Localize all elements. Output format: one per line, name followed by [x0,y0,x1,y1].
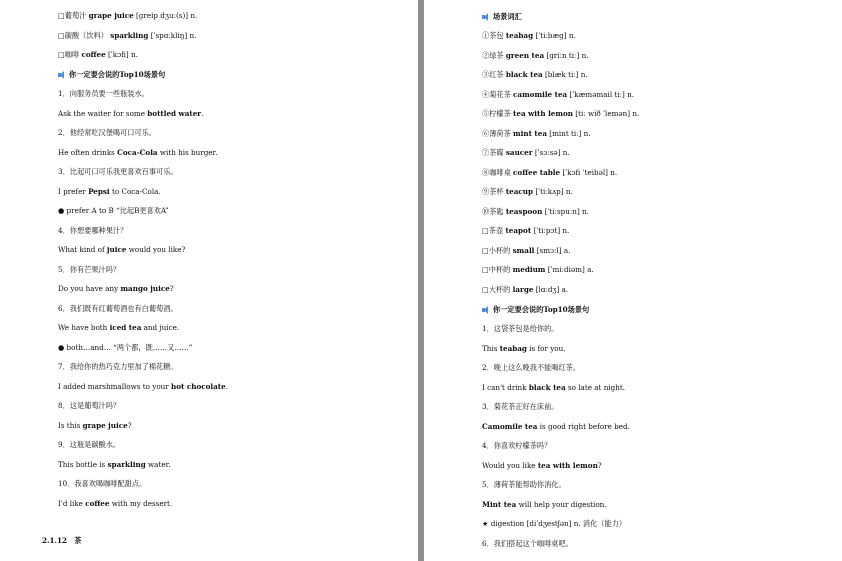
line-text: [mint tiː] n. [546,128,591,138]
line-text: □大杯的 [482,284,513,294]
line-text: □碳酸（饮料） [58,30,111,40]
speaker-icon [58,71,67,79]
bold-term: Mint tea [482,499,517,509]
sentence-line [58,89,149,99]
line-text: ①茶包 [482,31,506,40]
line-text: 5．你有芒果汁吗？ [58,264,121,274]
line-text: I can't drink [482,382,529,392]
sentence-line [482,539,573,549]
vocab-item [482,187,573,197]
line-text: [ˈkɔfi] n. [105,50,138,59]
bold-term: saucer [505,148,533,157]
sentence-line [58,479,146,489]
line-text: Ask the waiter for some [58,108,148,118]
line-text: to Coca-Cola. [109,186,161,196]
sentence-line [58,245,185,255]
line-text: ● prefer A to B “比起B更喜欢A” [58,206,169,215]
bold-term: sparkling [110,30,149,40]
bold-term: sparkling [107,459,146,469]
line-text: with my dessert. [109,498,173,508]
line-text: ⑩茶匙 [482,206,506,216]
bold-term: grape juice [82,420,128,430]
sentence-line [58,187,161,197]
speaker-icon [482,306,491,314]
bold-term: small [512,245,535,255]
bold-term: teacup [505,187,534,196]
line-text: . [225,381,228,391]
line-text: Is this [58,420,83,430]
line-text: This [482,343,500,353]
line-text: 6．我们既有红葡萄酒也有白葡萄酒。 [58,303,178,313]
sentence-line [482,324,558,334]
bold-term: Pepsi [88,186,110,196]
sentence-line [58,128,156,138]
line-text: [blæk tiː] n. [542,70,588,79]
line-text: He often drinks [58,147,118,157]
speaker-icon [482,13,491,21]
line-text: 3．菊花茶正好在床前。 [482,402,559,411]
line-text: ⑤柠檬茶 [482,109,514,118]
line-text: [ˈtiːpɔt] n. [531,226,570,235]
line-text: 8．这是葡萄汁吗？ [58,401,121,410]
section-heading [58,70,165,80]
bold-term: coffee table [513,167,561,177]
vocab-item [482,90,634,100]
line-text: What kind of [58,245,107,254]
bold-term: medium [512,265,546,274]
line-text: is for you. [526,343,566,353]
line-text: [ˈtiːspuːn] n. [542,206,589,216]
sentence-line [58,421,132,431]
bold-term: coffee [85,498,110,508]
line-text: ④菊花茶 [482,89,514,99]
line-text: ? [597,460,602,470]
sentence-line [482,500,607,510]
sentence-line [58,440,120,450]
line-text: ⑧咖啡桌 [482,167,514,177]
sentence-line [482,461,602,471]
line-text: □茶壶 [482,226,506,235]
bold-term: grape juice [88,11,134,20]
sentence-line [482,441,551,451]
line-text: ? [169,284,174,293]
line-text: Would you like [482,460,538,470]
line-text: 4．你想要哪种果汁？ [58,225,128,235]
right-page [424,0,842,561]
bold-term: bottled water [147,108,202,118]
line-text: [ˈtiːkʌp] n. [533,187,573,196]
sentence-line [58,304,178,314]
bold-term: Coca-Cola [117,147,158,157]
vocab-item [482,265,594,275]
line-text: [ɡreip dʒuː(s)] n. [133,11,198,20]
bold-term: tea with lemon [513,109,573,118]
line-text: 5．薄荷茶能帮助你消化。 [482,480,566,489]
line-text: and juice. [141,323,180,332]
line-text: Do you have any [58,284,121,293]
vocab-item [58,11,197,21]
line-text: □小杯的 [482,245,513,255]
line-text: [smɔːl] a. [534,245,571,255]
sentence-line [58,401,120,411]
footer-text: 2.1.12 茶 [42,536,82,545]
bold-term: tea with lemon [537,460,598,470]
vocab-item [482,129,591,139]
line-text: [ˈkɔfi ˈteibəl] n. [560,167,618,177]
vocab-item [482,31,576,41]
line-text: will help your digestion. [516,499,607,509]
heading-text: 你一定要会说的Top10场景句 [69,70,166,79]
section-heading [482,305,589,315]
line-text: 1．这袋茶包是给你的。 [482,324,559,333]
vocab-item [482,285,568,295]
sentence-line [482,344,566,354]
sentence-line [58,323,179,333]
line-text: [ˈsɔːsə] n. [532,148,570,157]
line-text: 1．向服务员要一些瓶装水。 [58,89,149,98]
sentence-line [482,402,558,412]
sentence-line [58,206,169,216]
line-text: ● both…and… “两个都，既……又……” [58,342,193,352]
vocab-item [58,31,196,41]
line-text: [ˈkæməmail tiː] n. [567,89,635,99]
sentence-line [58,499,172,509]
line-text: is good right before bed. [537,421,630,431]
vocab-item [482,51,588,61]
line-text: ⑥薄荷茶 [482,128,514,138]
bold-term: coffee [81,50,106,59]
sentence-line [58,148,217,158]
line-text: [ˈspɑːkliŋ] n. [148,30,197,40]
sentence-line [482,519,626,529]
sentence-line [58,382,228,392]
vocab-item [482,109,639,119]
line-text: so late at night. [565,382,626,392]
bold-term: large [512,284,534,294]
bold-term: Camomile tea [482,421,538,431]
vocab-heading [482,12,522,22]
bold-term: mint tea [513,128,547,138]
sentence-line [482,383,625,393]
vocab-item [482,70,588,80]
line-text: □中杯的 [482,265,513,274]
line-text: [ɡriːn tiː] n. [544,50,589,60]
sentence-line [482,480,566,490]
sentence-line [58,460,171,470]
vocab-item [482,226,569,236]
line-text: 2．他经常吃汉堡喝可口可乐。 [58,128,157,137]
bold-term: juice [106,245,127,254]
bold-term: teaspoon [505,206,543,216]
sentence-line [58,343,192,353]
bold-term: green tea [505,50,545,60]
line-text: ③红茶 [482,70,506,79]
sentence-line [58,167,178,177]
bold-term: iced tea [109,323,142,332]
line-text: 6．我们搭起这个咖啡桌吧。 [482,538,573,548]
line-text: I prefer [58,186,89,196]
line-text: ★ digestion [diˈdʒestʃən] n. 消化（能力） [482,519,627,528]
line-text: with his burger. [157,147,218,157]
heading-text: 场景词汇 [493,12,522,21]
line-text: ②绿茶 [482,50,506,60]
line-text: 4．你喜欢柠檬茶吗？ [482,441,552,450]
page-footer [42,536,81,546]
line-text: ⑦茶碟 [482,148,506,157]
sentence-line [58,362,178,372]
line-text: I'd like [58,498,86,508]
bold-term: mango juice [120,284,170,293]
bold-term: camomile tea [513,89,568,99]
line-text: [lɑːdʒ] a. [533,284,569,294]
vocab-item [482,246,570,256]
sentence-line [58,226,127,236]
bold-term: teabag [499,343,527,353]
bold-term: teabag [505,31,534,40]
line-text: . [201,108,204,118]
vocab-item [482,207,589,217]
line-text: □咖啡 [58,50,82,59]
vocab-item [482,168,617,178]
vocab-item [58,50,138,60]
line-text: 9．这瓶是碳酸水。 [58,440,121,449]
bold-term: hot chocolate [171,381,226,391]
line-text: ⑨茶杯 [482,187,506,196]
line-text: 2．晚上这么晚我不能喝红茶。 [482,363,581,372]
line-text: 3．比起可口可乐我更喜欢百事可乐。 [58,167,178,176]
bold-term: black tea [505,70,543,79]
sentence-line [58,109,203,119]
sentence-line [482,363,580,373]
bold-term: teapot [505,226,532,235]
line-text: 10．我喜欢喝咖啡配甜点。 [58,479,147,488]
line-text: would you like? [126,245,186,254]
bold-term: black tea [528,382,566,392]
line-text: water. [145,459,171,469]
line-text: [tiː wið ˈlemən] n. [573,109,640,118]
line-text: We have both [58,323,110,332]
line-text: I added marshmallows to your [58,381,171,391]
line-text: [ˈtiːbæɡ] n. [533,31,576,40]
line-text: ? [127,420,132,430]
line-text: [ˈmiːdiəm] a. [545,265,594,274]
line-text: This bottle is [58,459,108,469]
left-page [0,0,418,561]
line-text: 7．我给你的热巧克力里加了棉花糖。 [58,362,178,371]
sentence-line [58,284,174,294]
heading-text: 你一定要会说的Top10场景句 [493,305,590,314]
line-text: □葡萄汁 [58,11,89,20]
vocab-item [482,148,570,158]
sentence-line [482,422,630,432]
sentence-line [58,265,120,275]
